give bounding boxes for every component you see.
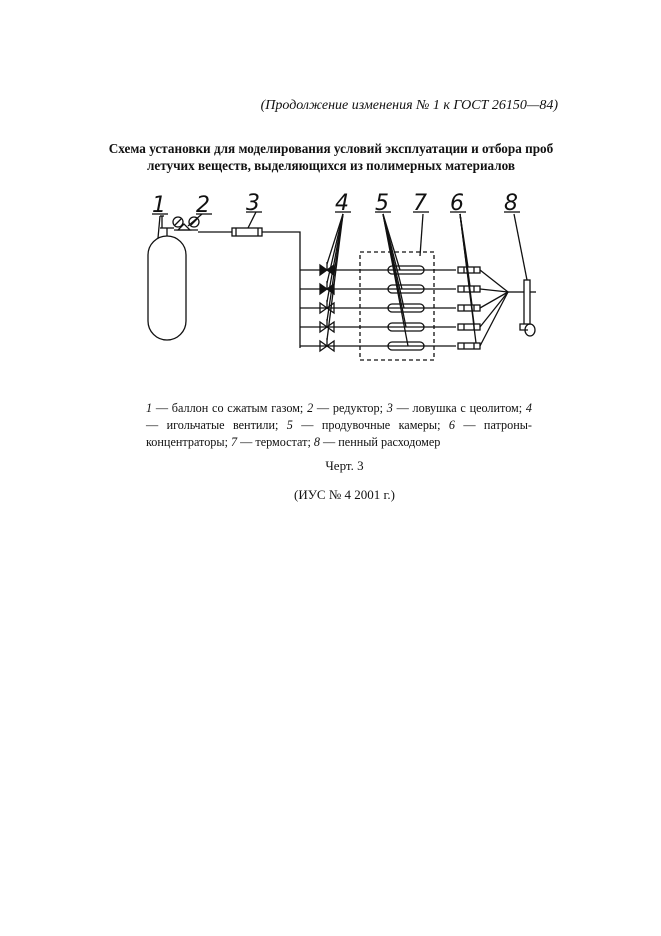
legend-text-3: — ловушка с цеолитом; [392,401,526,415]
setup-diagram [138,188,558,368]
leaders-5 [383,214,408,346]
diagram-label-8: 8 [504,191,518,216]
title-line-2: летучих веществ, выделяющихся из полимерных материалов [146,158,516,173]
legend-text-1: — баллон со сжатым газом; [152,401,308,415]
branches [300,270,456,346]
page-header: (Продолжение изменения № 1 к ГОСТ 26150—84) [260,98,558,113]
diagram-label-1: 1 [152,193,166,218]
leader-7 [420,214,423,256]
legend-num-2: 2 [307,401,314,415]
title-line-1: Схема установки для моделирования условий эксплуатации и отбора проб [108,141,554,156]
leaders-4 [327,214,343,340]
diagram-label-6: 6 [450,191,464,216]
diagram-label-2: 2 [196,193,210,218]
leader-1 [158,216,160,238]
zeolite-trap [232,228,262,236]
diagram-label-5: 5 [375,191,389,216]
legend-text-2: — редуктор; [313,401,387,415]
legend-num-3: 3 [386,401,393,415]
legend-text-8: — пенный расходомер [319,435,441,449]
foam-flowmeter [508,280,536,336]
legend-num-1: 1 [146,401,153,415]
figure-label: Черт. 3 [325,458,364,473]
diagram-label-3: 3 [246,191,260,216]
diagram-label-4: 4 [335,191,349,216]
legend-text-4: — игольчатые вентили; [146,418,287,432]
diagram-label-7: 7 [413,191,427,216]
legend-text-5: — продувочные камеры; [292,418,449,432]
legend-num-7: 7 [231,435,238,449]
ius-reference: (ИУС № 4 2001 г.) [294,487,395,502]
diagram-title [100,140,562,174]
leader-8 [514,214,527,280]
pipe-main-2 [262,232,300,348]
legend-text-7: — термостат; [237,435,314,449]
reducer [173,217,199,230]
legend-text-6: — патроны-концентраторы; [146,418,532,449]
collector-lines [480,270,508,346]
legend-num-8: 8 [313,435,320,449]
legend-num-6: 6 [448,418,455,432]
legend-num-4: 4 [525,401,533,415]
gas-cylinder [148,216,186,340]
legend-num-5: 5 [286,418,293,432]
legend [146,400,532,451]
